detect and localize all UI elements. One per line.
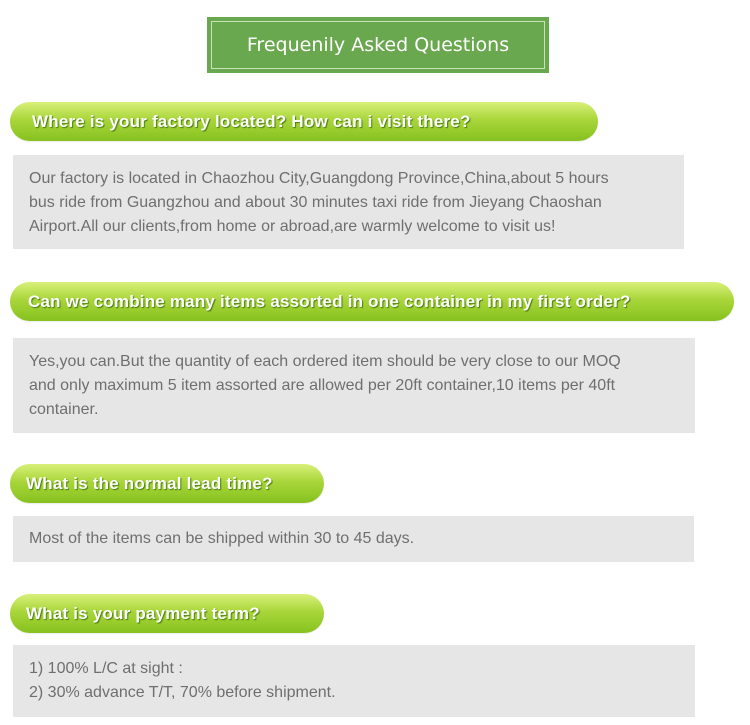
faq-question-3: What is the normal lead time? — [10, 464, 324, 503]
answer-line: bus ride from Guangzhou and about 30 minutes taxi ride from Jieyang Chaoshan — [29, 194, 602, 211]
answer-line: Most of the items can be shipped within 30 to 45 days. — [29, 530, 415, 547]
answer-line: 2) 30% advance T/T, 70% before shipment. — [29, 684, 336, 701]
answer-line: Yes,you can.But the quantity of each ordered item should be very close to our MOQ — [29, 353, 621, 370]
faq-answer-4 — [13, 645, 695, 717]
answer-line: Airport.All our clients,from home or abroad,are warmly welcome to visit us! — [29, 218, 556, 235]
faq-question-2: Can we combine many items assorted in one container in my first order? — [10, 282, 734, 321]
faq-answer-2 — [13, 338, 695, 433]
faq-answer-1 — [13, 155, 684, 249]
answer-line: 1) 100% L/C at sight : — [29, 660, 183, 677]
answer-line: and only maximum 5 item assorted are allowed per 20ft container,10 items per 40ft — [29, 377, 616, 394]
faq-title-banner — [207, 17, 549, 73]
answer-line: Our factory is located in Chaozhou City,Guangdong Province,China,about 5 hours — [29, 170, 609, 187]
faq-question-1: Where is your factory located? How can i visit there? — [10, 102, 598, 141]
faq-question-4: What is your payment term? — [10, 594, 324, 633]
page-title: Frequenily Asked Questions — [211, 21, 545, 69]
faq-answer-3 — [13, 516, 694, 562]
answer-line: container. — [29, 401, 99, 418]
